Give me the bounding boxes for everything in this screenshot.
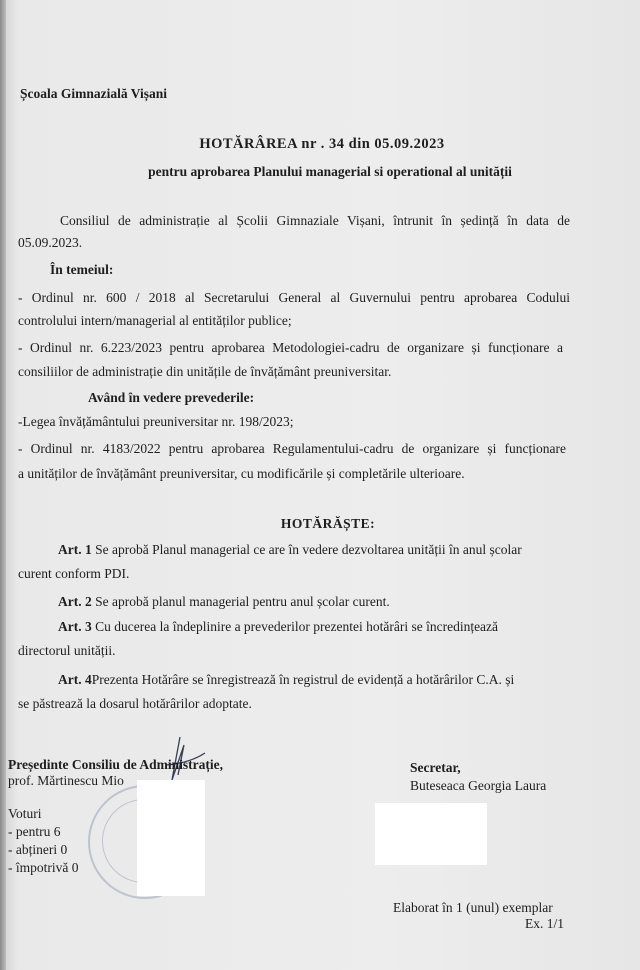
- footer-copies: Elaborat în 1 (unul) exemplar: [393, 900, 553, 915]
- article-3-text: Cu ducerea la îndeplinire a prevederilor prezentei hotărâri se încredințează: [91, 619, 499, 634]
- intro-line-1: Consiliul de administrație al Școlii Gimnaziale Vișani, întrunit în ședință în data de: [60, 213, 570, 228]
- article-2-label: Art. 2: [58, 594, 92, 609]
- temeiul-item-1-line-1: - Ordinul nr. 600 / 2018 al Secretarului General al Guvernului pentru aprobarea Codului: [18, 290, 570, 305]
- votes-abstain: - abțineri 0: [8, 842, 68, 857]
- prevederile-item-1: -Legea învățământului preuniversitar nr. 198/2023;: [18, 414, 294, 429]
- temeiul-item-2-line-1: - Ordinul nr. 6.223/2023 pentru aprobarea Metodologiei-cadru de organizare și funcționare a: [18, 340, 563, 355]
- redacted-signature-president: [137, 780, 205, 896]
- decision-heading: HOTĂRĂȘTE:: [280, 516, 376, 531]
- intro-line-2: 05.09.2023.: [18, 235, 83, 250]
- school-name: Școala Gimnazială Vișani: [20, 86, 168, 101]
- president-title: Președinte Consiliu de Administrație,: [8, 757, 224, 772]
- votes-against: - împotrivă 0: [8, 860, 79, 875]
- article-1-line-1: [58, 542, 570, 558]
- article-4-text: Prezenta Hotărâre se înregistrează în registrul de evidență a hotărârilor C.A. și: [91, 672, 515, 687]
- footer-exemplar: Ex. 1/1: [525, 916, 564, 931]
- temeiul-heading: În temeiul:: [50, 262, 114, 277]
- votes-heading: Voturi: [8, 806, 42, 821]
- redacted-signature-secretary: [375, 803, 487, 865]
- article-4-line-1: [58, 672, 514, 688]
- article-2-text: Se aprobă planul managerial pentru anul școlar curent.: [91, 594, 390, 609]
- president-name: prof. Mărtinescu Mio: [8, 773, 124, 788]
- secretary-title: Secretar,: [410, 760, 461, 775]
- temeiul-item-2-line-2: consiliilor de administrație din unitățile de învățământ preuniversitar.: [18, 364, 392, 379]
- article-3-label: Art. 3: [58, 619, 92, 634]
- article-1-label: Art. 1: [58, 542, 92, 557]
- prevederile-item-2-line-2: a unităților de învățământ preuniversitar, cu modificările și completările ulterioare.: [18, 466, 465, 481]
- decision-title: HOTĂRÂREA nr . 34 din 05.09.2023: [199, 136, 445, 152]
- article-4-label: Art. 4: [58, 672, 92, 687]
- prevederile-item-2-line-1: - Ordinul nr. 4183/2022 pentru aprobarea Regulamentului-cadru de organizare și funcționare: [18, 441, 566, 456]
- article-1-text: Se aprobă Planul managerial ce are în vedere dezvoltarea unității în anul școlar: [91, 542, 522, 557]
- prevederile-heading: Având în vedere prevederile:: [88, 390, 255, 405]
- article-2: [58, 594, 390, 610]
- temeiul-item-1-line-2: controlului intern/managerial al entităților publice;: [18, 313, 292, 328]
- article-4-line-2: se păstrează la dosarul hotărârilor adoptate.: [18, 696, 252, 711]
- votes-for: - pentru 6: [8, 824, 61, 839]
- article-1-line-2: curent conform PDI.: [18, 566, 130, 581]
- secretary-name: Buteseaca Georgia Laura: [410, 778, 547, 793]
- article-3-line-2: directorul unității.: [18, 643, 116, 658]
- decision-subtitle: pentru aprobarea Planului managerial si operational al unității: [148, 164, 512, 179]
- article-3-line-1: [58, 619, 498, 635]
